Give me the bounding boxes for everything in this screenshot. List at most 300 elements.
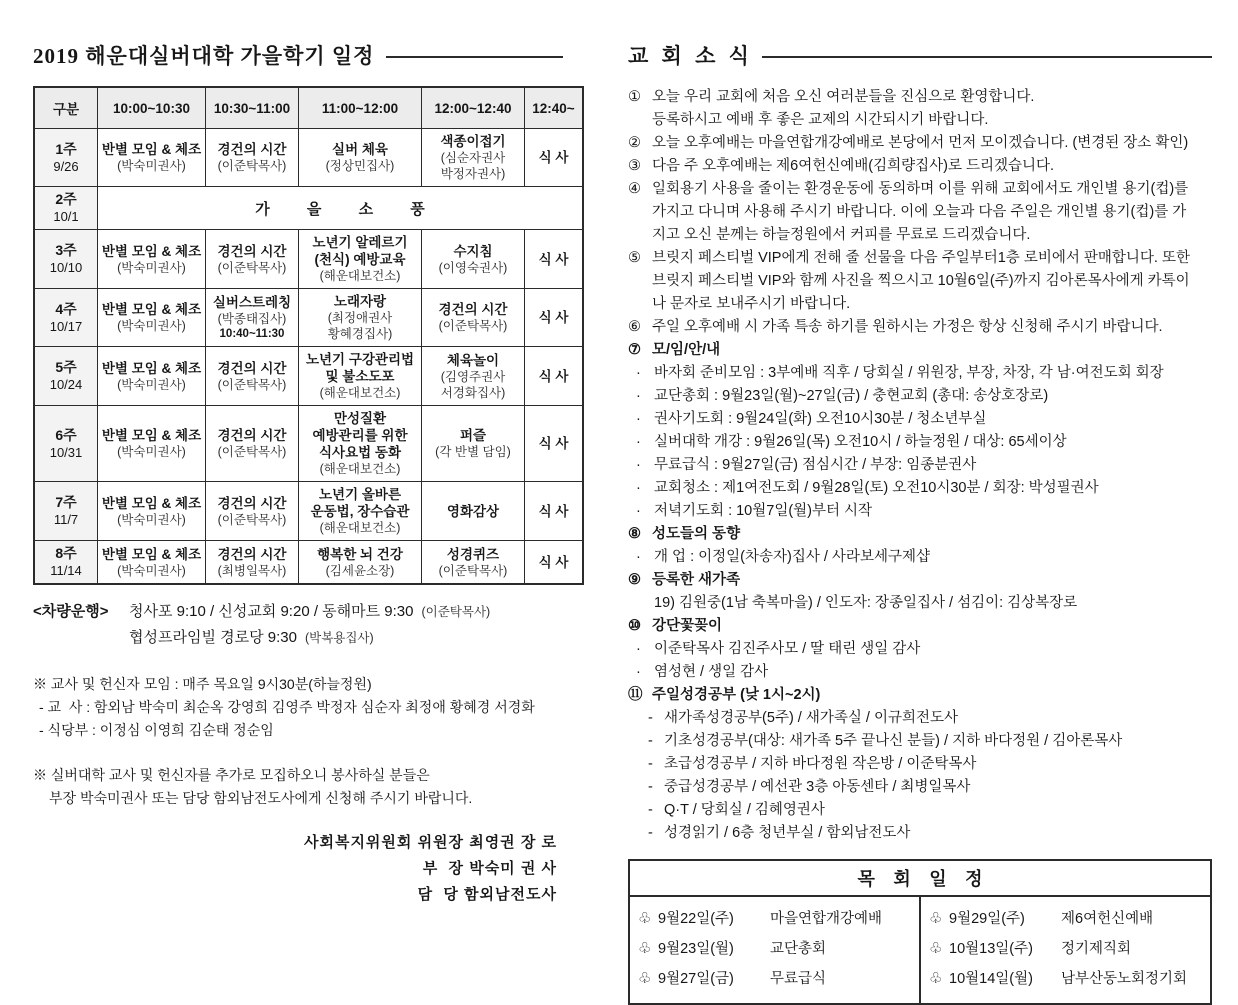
activity-line: 운동법, 장수습관 xyxy=(310,504,410,519)
signature-block xyxy=(33,830,563,908)
week-cell xyxy=(34,230,98,289)
vehicle-row xyxy=(33,625,563,651)
entry-date: 9월29일(주) xyxy=(949,911,1025,927)
ministry-body xyxy=(630,897,1210,1003)
activity-line: (박숙미권사) xyxy=(117,159,186,173)
club-icon: ♧ xyxy=(638,910,652,927)
activity-line: 박정자권사) xyxy=(440,167,506,181)
announcement-line: 모/임/안/내 xyxy=(652,342,721,358)
announcement-text xyxy=(664,799,1212,822)
activity-cell xyxy=(98,289,206,347)
announcement-marker: · xyxy=(636,411,641,427)
schedule-row xyxy=(34,187,583,230)
announcement-item xyxy=(628,500,1212,523)
activity-line: 식 사 xyxy=(538,436,569,451)
announcement-marker: ④ xyxy=(628,181,641,197)
announcement-item xyxy=(628,316,1212,339)
week-label: 4주 xyxy=(55,300,77,317)
ministry-entry xyxy=(638,934,913,964)
week-label: 8주 xyxy=(55,545,77,561)
club-icon: ♧ xyxy=(929,970,943,987)
schedule-header-cell: 10:30~11:00 xyxy=(206,87,299,129)
announcement-text xyxy=(654,500,1212,523)
activity-line: (최병일목사) xyxy=(217,563,287,578)
activity-line: (이준탁목사) xyxy=(217,512,287,527)
announcement-line: 실버대학 개강 : 9월26일(목) 오전10시 / 하늘정원 / 대상: 65세이상 xyxy=(654,434,1067,450)
ministry-col-right xyxy=(919,897,1210,1003)
announcement-text xyxy=(652,178,1212,247)
activity-line: 황혜경집사) xyxy=(327,327,393,341)
announcement-text xyxy=(654,362,1212,385)
activity-cell xyxy=(206,289,299,347)
title-rule xyxy=(386,56,563,58)
announcement-text xyxy=(652,569,1212,592)
week-label: 2주 xyxy=(55,191,77,207)
announcement-text xyxy=(652,316,1212,339)
announcement-marker: ③ xyxy=(628,158,641,174)
announcement-item xyxy=(628,776,1212,799)
activity-line: (박숙미권사) xyxy=(117,445,186,459)
announcement-text xyxy=(654,454,1212,477)
announcement-marker: ① xyxy=(628,89,641,105)
signature-line: 사회복지위원회 위원장 최영권 장 로 xyxy=(303,834,557,851)
ministry-col-left xyxy=(630,897,919,1003)
activity-line: 식 사 xyxy=(538,150,569,165)
ministry-entry xyxy=(638,964,913,994)
activity-cell xyxy=(525,129,584,187)
activity-cell xyxy=(422,482,525,541)
week-label: 5주 xyxy=(55,359,77,375)
activity-line: (최정애권사 xyxy=(327,311,393,325)
schedule-row xyxy=(34,482,583,541)
announcement-text xyxy=(652,523,1212,546)
activity-cell xyxy=(525,289,584,347)
vehicle-note2: (박복용집사) xyxy=(304,631,374,645)
announcement-item xyxy=(628,638,1212,661)
announcement-item xyxy=(628,362,1212,385)
activity-line: 노래자랑 xyxy=(333,294,387,309)
announcement-line: 가지고 다니며 사용해 주시기 바랍니다. 이에 오늘과 다음 주일은 개인별 용기(컵)를 가 xyxy=(652,204,1187,220)
announcement-item xyxy=(628,178,1212,247)
activity-line: 식사요법 동화 xyxy=(319,445,401,460)
announcement-marker: ⑥ xyxy=(628,319,641,335)
note-line: 부장 박숙미권사 또는 담당 함외남전도사에게 신청해 주시기 바랍니다. xyxy=(49,790,473,806)
announcement-marker: · xyxy=(636,664,641,680)
announcement-item xyxy=(628,615,1212,638)
announcement-marker: · xyxy=(636,480,641,496)
activity-line: 예방관리를 위한 xyxy=(312,428,408,443)
announcement-item xyxy=(628,155,1212,178)
activity-cell xyxy=(299,129,422,187)
activity-cell xyxy=(299,230,422,289)
announcement-item xyxy=(628,454,1212,477)
announcement-text xyxy=(654,592,1212,615)
entry-event: 교단총회 xyxy=(770,941,827,957)
activity-cell xyxy=(422,129,525,187)
announcement-line: 바자회 준비모임 : 3부예배 직후 / 당회실 / 위원장, 부장, 차장, 각 남·여전도회 회장 xyxy=(654,365,1164,381)
announcement-line: 교단총회 : 9월23일(월)~27일(금) / 충현교회 (총대: 송상호장로) xyxy=(654,388,1049,404)
schedule-row xyxy=(34,347,583,406)
activity-line: 10:40~11:30 xyxy=(219,327,285,340)
announcement-item xyxy=(628,247,1212,316)
schedule-row xyxy=(34,406,583,482)
announcement-line: 성경읽기 / 6층 청년부실 / 함외남전도사 xyxy=(664,825,911,841)
activity-line: (박숙미권사) xyxy=(117,512,186,527)
activity-line: 서경화집사) xyxy=(440,385,506,400)
activity-cell xyxy=(299,289,422,347)
activity-line: (김세윤소장) xyxy=(325,563,395,578)
activity-line: 퍼즐 xyxy=(459,428,487,443)
announcement-text xyxy=(654,477,1212,500)
activity-line: (이준탁목사) xyxy=(217,260,287,275)
ministry-entry xyxy=(929,904,1204,934)
announcement-line: 새가족성경공부(5주) / 새가족실 / 이규희전도사 xyxy=(664,710,959,726)
announcement-line: 다음 주 오후예배는 제6여헌신예배(김희량집사)로 드리겠습니다. xyxy=(652,158,1055,174)
vehicle-schedule xyxy=(33,599,563,651)
announcement-marker: - xyxy=(648,756,653,772)
club-icon: ♧ xyxy=(929,940,943,957)
activity-cell xyxy=(525,541,584,585)
schedule-header-cell: 구분 xyxy=(34,87,98,129)
announcement-line: 교회청소 : 제1여전도회 / 9월28일(토) 오전10시30분 / 회장: 박성필권사 xyxy=(654,480,1099,496)
activity-line: (이준탁목사) xyxy=(217,159,287,173)
recruit-note xyxy=(33,764,563,810)
entry-event: 무료급식 xyxy=(770,971,827,987)
announcement-line: 주일성경공부 (낮 1시~2시) xyxy=(652,687,821,703)
announcement-item xyxy=(628,132,1212,155)
announcement-item xyxy=(628,799,1212,822)
entry-date: 9월22일(주) xyxy=(658,911,734,927)
announcement-item xyxy=(628,546,1212,569)
signature-line: 담 당 함외남전도사 xyxy=(417,886,557,903)
note-line: - 식당부 : 이정심 이영희 김순태 정순임 xyxy=(39,722,274,738)
announcement-item xyxy=(628,431,1212,454)
activity-line: (이준탁목사) xyxy=(438,319,508,333)
week-cell xyxy=(34,482,98,541)
schedule-body xyxy=(34,129,583,585)
activity-line: 반별 모임 & 체조 xyxy=(101,302,202,317)
left-column xyxy=(33,40,575,1005)
announcement-text xyxy=(652,684,1212,707)
announcement-text xyxy=(654,408,1212,431)
announcement-item xyxy=(628,569,1212,592)
activity-line: 반별 모임 & 체조 xyxy=(101,142,202,157)
activity-line: 식 사 xyxy=(538,310,569,325)
announcement-item xyxy=(628,339,1212,362)
ministry-title: 목 회 일 정 xyxy=(630,861,1210,897)
note-line: ※ 실버대학 교사 및 헌신자를 추가로 모집하오니 봉사하실 분들은 xyxy=(33,767,430,783)
activity-line: 성경퀴즈 xyxy=(446,546,500,562)
activity-cell xyxy=(206,347,299,406)
announcement-line: 오늘 우리 교회에 처음 오신 여러분들을 진심으로 환영합니다. xyxy=(652,89,1035,105)
announcement-marker: · xyxy=(636,503,641,519)
vehicle-row xyxy=(33,599,563,625)
announcement-text xyxy=(664,707,1212,730)
activity-line: 경건의 시간 xyxy=(217,546,287,562)
page-title: 2019 해운대실버대학 가을학기 일정 xyxy=(33,44,375,68)
announcement-line: 나 문자로 보내주시기 바랍니다. xyxy=(652,296,851,312)
activity-cell xyxy=(422,230,525,289)
week-label: 3주 xyxy=(55,242,77,258)
announcement-marker: · xyxy=(636,365,641,381)
announcement-list xyxy=(628,86,1212,845)
schedule-header-row xyxy=(34,87,583,129)
announcement-line: 주일 오후예배 시 가족 특송 하기를 원하시는 가정은 항상 신청해 주시기 바랍니다. xyxy=(652,319,1163,335)
activity-line: 반별 모임 & 체조 xyxy=(101,428,202,443)
announcement-line: 일회용기 사용을 줄이는 환경운동에 동의하며 이를 위해 교회에서도 개인별 용기(컵)를 xyxy=(652,181,1189,197)
activity-line: 식 사 xyxy=(538,503,569,519)
activity-cell xyxy=(98,129,206,187)
activity-cell xyxy=(525,482,584,541)
week-cell xyxy=(34,289,98,347)
activity-line: 경건의 시간 xyxy=(217,243,287,259)
entry-date: 10월14일(월) xyxy=(949,971,1033,987)
announcement-item xyxy=(628,523,1212,546)
ministry-entry xyxy=(929,964,1204,994)
announcement-line: 권사기도회 : 9월24일(화) 오전10시30분 / 청소년부실 xyxy=(654,411,987,427)
picnic-cell: 가 을 소 풍 xyxy=(98,187,584,230)
activity-line: (박숙미권사) xyxy=(117,377,186,392)
week-cell xyxy=(34,129,98,187)
announcement-line: 강단꽃꽂이 xyxy=(652,618,723,634)
club-icon: ♧ xyxy=(638,940,652,957)
announcement-marker: - xyxy=(648,825,653,841)
announcement-text xyxy=(664,822,1212,845)
week-date: 10/31 xyxy=(49,444,83,460)
entry-date: 9월27일(금) xyxy=(658,971,734,987)
activity-cell xyxy=(98,482,206,541)
activity-line: 식 사 xyxy=(538,251,569,267)
activity-line: 수지침 xyxy=(453,243,493,259)
announcement-marker: ⑧ xyxy=(628,526,641,542)
announcement-item xyxy=(628,730,1212,753)
announcement-marker: - xyxy=(648,733,653,749)
week-cell xyxy=(34,406,98,482)
activity-cell xyxy=(422,347,525,406)
schedule-table xyxy=(33,86,584,585)
entry-event: 남부산동노회정기회 xyxy=(1061,971,1188,987)
ministry-entry xyxy=(638,904,913,934)
activity-line: 체육놀이 xyxy=(446,352,500,368)
announcement-item xyxy=(628,86,1212,132)
announcement-line: 기초성경공부(대상: 새가족 5주 끝나신 분들) / 지하 바다정원 / 김아론목사 xyxy=(664,733,1123,749)
announcement-item xyxy=(628,408,1212,431)
announcement-line: 오늘 오후예배는 마을연합개강예배로 본당에서 먼저 모이겠습니다. (변경된 장소 확인) xyxy=(652,135,1189,151)
activity-cell xyxy=(98,541,206,585)
announcement-marker: ⑦ xyxy=(628,342,641,358)
activity-cell xyxy=(206,406,299,482)
activity-cell xyxy=(98,230,206,289)
announcement-marker: · xyxy=(636,641,641,657)
activity-line: (심순자권사 xyxy=(440,151,506,165)
announcement-text xyxy=(652,155,1212,178)
activity-line: 만성질환 xyxy=(333,411,387,426)
activity-line: 경건의 시간 xyxy=(217,142,287,157)
section-heading: 교 회 소 식 xyxy=(628,44,750,68)
activity-line: 경건의 시간 xyxy=(217,360,287,376)
announcement-text xyxy=(664,730,1212,753)
announcement-line: 성도들의 동향 xyxy=(652,526,741,542)
activity-line: 노년기 구강관리법 xyxy=(305,352,415,367)
activity-cell xyxy=(206,129,299,187)
activity-cell xyxy=(299,482,422,541)
activity-line: (박숙미권사) xyxy=(117,260,186,275)
schedule-row xyxy=(34,289,583,347)
activity-line: 실버스트레칭 xyxy=(212,294,292,310)
announcement-text xyxy=(654,431,1212,454)
activity-line: (해운대보건소) xyxy=(319,386,401,400)
activity-cell xyxy=(206,541,299,585)
announcement-text xyxy=(652,339,1212,362)
week-label: 7주 xyxy=(55,494,77,510)
activity-line: (이준탁목사) xyxy=(217,377,287,392)
announcement-marker: · xyxy=(636,388,641,404)
activity-line: 경건의 시간 xyxy=(438,302,508,317)
announcement-line: 19) 김원중(1남 축복마을) / 인도자: 장종일집사 / 섬김이: 김상복장로 xyxy=(654,595,1078,611)
ministry-table xyxy=(628,859,1212,1005)
activity-cell xyxy=(299,406,422,482)
activity-cell xyxy=(422,406,525,482)
announcement-line: 무료급식 : 9월27일(금) 점심시간 / 부장: 임종분권사 xyxy=(654,457,977,473)
schedule-header xyxy=(34,87,583,129)
activity-line: 반별 모임 & 체조 xyxy=(101,546,202,562)
activity-line: 경건의 시간 xyxy=(217,495,287,511)
announcement-text xyxy=(654,661,1212,684)
announcement-item xyxy=(628,753,1212,776)
announcement-text xyxy=(664,776,1212,799)
announcement-item xyxy=(628,822,1212,845)
week-date: 10/10 xyxy=(49,260,83,275)
activity-cell xyxy=(98,347,206,406)
week-date: 11/14 xyxy=(50,563,82,578)
activity-line: (해운대보건소) xyxy=(319,521,401,535)
announcement-item xyxy=(628,477,1212,500)
announcement-marker: - xyxy=(648,802,653,818)
activity-line: 식 사 xyxy=(538,554,569,570)
activity-line: 및 불소도포 xyxy=(325,369,395,384)
announcement-item xyxy=(628,385,1212,408)
announcement-line: 브릿지 페스티벌 VIP와 함께 사진을 찍으시고 10월6일(주)까지 김아론목사에게 카톡이 xyxy=(652,273,1190,289)
silver-college-title xyxy=(33,40,563,70)
activity-cell xyxy=(422,289,525,347)
announcement-line: 이준탁목사 김진주사모 / 딸 태린 생일 감사 xyxy=(654,641,921,657)
announcement-text xyxy=(652,132,1212,155)
announcement-text xyxy=(652,86,1212,132)
activity-line: 반별 모임 & 체조 xyxy=(101,360,202,376)
announcement-marker: - xyxy=(648,779,653,795)
announcement-line: 등록한 새가족 xyxy=(652,572,741,588)
ministry-entry xyxy=(929,934,1204,964)
activity-line: (이영숙권사) xyxy=(438,260,508,275)
schedule-row xyxy=(34,230,583,289)
week-date: 10/17 xyxy=(49,318,83,334)
activity-cell xyxy=(206,230,299,289)
announcement-text xyxy=(654,546,1212,569)
announcement-marker: ⑨ xyxy=(628,572,641,588)
announcement-line: 등록하시고 예배 후 좋은 교제의 시간되시기 바랍니다. xyxy=(652,112,989,128)
club-icon: ♧ xyxy=(638,970,652,987)
entry-event: 마을연합개강예배 xyxy=(770,911,883,927)
announcement-marker: ⑪ xyxy=(628,687,643,703)
activity-cell xyxy=(299,541,422,585)
schedule-header-cell: 12:40~ xyxy=(525,87,584,129)
announcement-item xyxy=(628,661,1212,684)
week-label: 6주 xyxy=(55,426,77,443)
activity-cell xyxy=(525,347,584,406)
activity-line: (정상민집사) xyxy=(325,159,395,173)
right-column xyxy=(628,40,1212,1005)
entry-event: 정기제직회 xyxy=(1061,941,1132,957)
announcement-item xyxy=(628,684,1212,707)
schedule-row xyxy=(34,541,583,585)
week-cell xyxy=(34,187,98,230)
schedule-row xyxy=(34,129,583,187)
announcement-line: 중급성경공부 / 예선관 3층 아동센타 / 최병일목사 xyxy=(664,779,971,795)
week-label: 1주 xyxy=(55,140,77,157)
activity-line: 영화감상 xyxy=(446,503,500,519)
activity-cell xyxy=(422,541,525,585)
announcement-text xyxy=(654,638,1212,661)
entry-date: 9월23일(월) xyxy=(658,941,734,957)
announcement-line: 지고 오신 분께는 하늘정원에서 커피를 무료로 드리겠습니다. xyxy=(652,227,1031,243)
activity-line: 노년기 알레르기 xyxy=(312,235,408,250)
week-date: 10/24 xyxy=(49,377,83,392)
announcement-line: 초급성경공부 / 지하 바다정원 작은방 / 이준탁목사 xyxy=(664,756,977,772)
announcement-text xyxy=(664,753,1212,776)
note-line: - 교 사 : 함외남 박숙미 최순옥 강영희 김영주 박정자 심순자 최정애 황혜경 서경화 xyxy=(39,699,535,715)
week-date: 10/1 xyxy=(53,209,79,224)
schedule-header-cell: 12:00~12:40 xyxy=(422,87,525,129)
announcement-marker: · xyxy=(636,549,641,565)
teacher-note xyxy=(33,673,563,742)
announcement-marker: ② xyxy=(628,135,641,151)
activity-cell xyxy=(206,482,299,541)
announcement-line: Q·T / 당회실 / 김혜영권사 xyxy=(664,802,825,818)
week-cell xyxy=(34,541,98,585)
note-line: ※ 교사 및 헌신자 모임 : 매주 목요일 9시30분(하늘정원) xyxy=(33,676,372,692)
announcement-marker: ⑩ xyxy=(628,618,641,634)
announcement-marker: ⑤ xyxy=(628,250,641,266)
activity-line: (이준탁목사) xyxy=(438,563,508,578)
announcement-text xyxy=(654,385,1212,408)
signature-line: 부 장 박숙미 권 사 xyxy=(422,860,557,877)
week-date: 11/7 xyxy=(53,512,79,527)
activity-line: 반별 모임 & 체조 xyxy=(101,495,202,511)
schedule-header-cell: 10:00~10:30 xyxy=(98,87,206,129)
activity-cell xyxy=(525,406,584,482)
announcement-marker: · xyxy=(636,434,641,450)
activity-line: (박숙미권사) xyxy=(117,319,186,333)
activity-line: (이준탁목사) xyxy=(217,445,287,459)
entry-date: 10월13일(주) xyxy=(949,941,1033,957)
announcement-line: 개 업 : 이정일(차송자)집사 / 사라보세구제샵 xyxy=(654,549,930,565)
announcement-item xyxy=(628,592,1212,615)
week-cell xyxy=(34,347,98,406)
week-date: 9/26 xyxy=(53,158,79,174)
activity-line: (박숙미권사) xyxy=(117,563,186,578)
activity-line: 실버 체육 xyxy=(332,142,388,157)
activity-line: 식 사 xyxy=(538,368,569,384)
activity-line: 색종이접기 xyxy=(440,134,506,149)
vehicle-line2: 협성프라임빌 경로당 9:30 xyxy=(129,629,297,646)
announcement-text xyxy=(652,615,1212,638)
announcement-item xyxy=(628,707,1212,730)
announcement-marker: · xyxy=(636,457,641,473)
activity-line: 반별 모임 & 체조 xyxy=(101,243,202,259)
activity-cell xyxy=(525,230,584,289)
activity-line: 경건의 시간 xyxy=(217,428,287,443)
announcement-line: 염성현 / 생일 감사 xyxy=(654,664,769,680)
